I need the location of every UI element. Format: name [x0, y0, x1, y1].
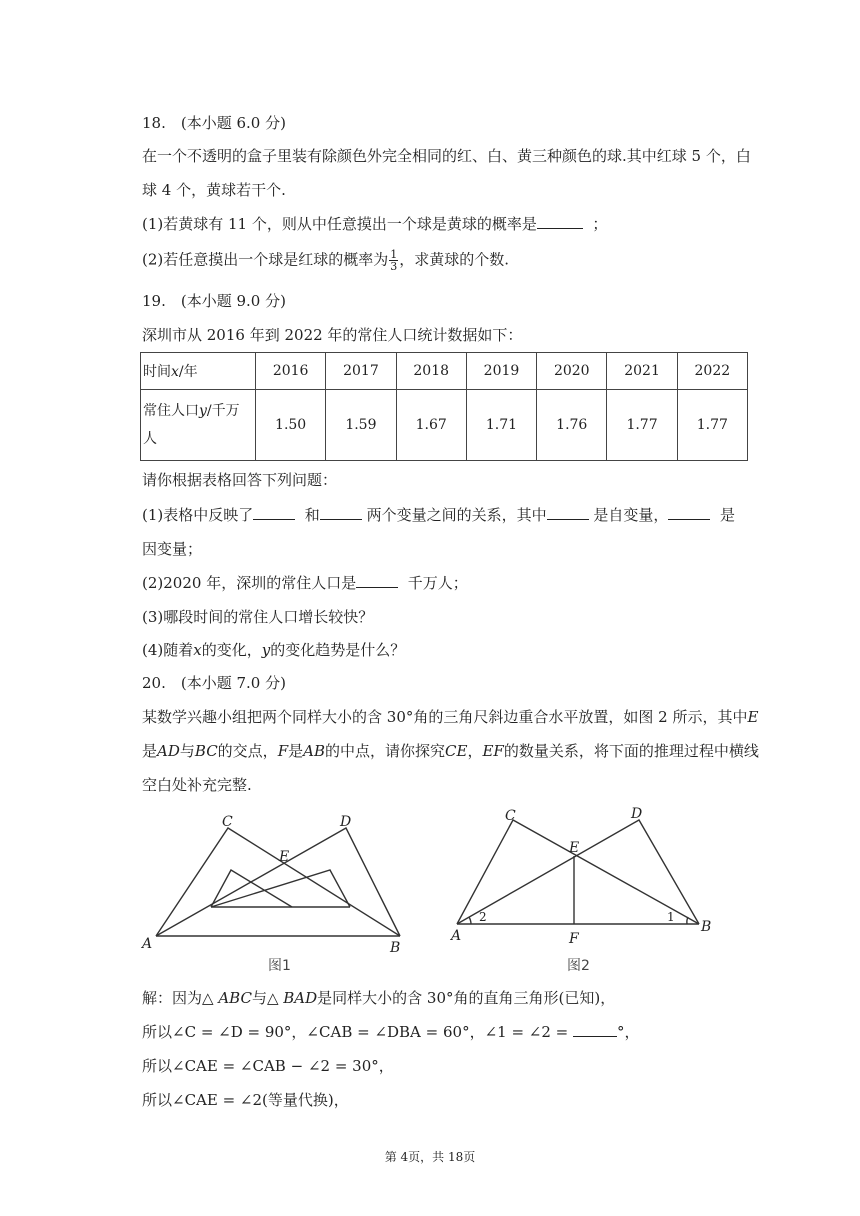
fig2-angle-1-arc	[687, 917, 688, 924]
fig2-label-a: A	[451, 928, 462, 944]
population-table	[140, 352, 748, 461]
q19-heading: 19. (本小题 9.0 分)	[142, 292, 286, 310]
fig2-triangle-bad	[457, 820, 699, 924]
q20-stem-line3: 空白处补充完整.	[142, 776, 252, 794]
fraction-denominator: 3	[390, 260, 398, 273]
fig2-label-c: C	[505, 808, 516, 824]
table-cell-year: 2018	[396, 353, 466, 390]
q20-solution-line1: 解：因为△ ABC与△ BAD是同样大小的含 30°角的直角三角形(已知)，	[142, 989, 616, 1007]
q20-heading: 20. (本小题 7.0 分)	[142, 674, 286, 692]
fig2-angle-2-label: 2	[479, 910, 487, 924]
table-cell-value: 1.71	[466, 390, 536, 461]
q19-part1: (1)表格中反映了 和 两个变量之间的关系，其中 是自变量， 是	[142, 506, 735, 524]
table-header-time: 时间x/年	[141, 353, 256, 390]
q19-part2: (2)2020 年，深圳的常住人口是 千万人；	[142, 574, 468, 592]
fig1-label-e: E	[279, 849, 290, 865]
answer-blank[interactable]	[356, 573, 398, 588]
fig2-caption: 图2	[567, 958, 590, 974]
table-cell-year: 2021	[607, 353, 677, 390]
q20-solution-line3: 所以∠CAE = ∠CAB − ∠2 = 30°，	[142, 1057, 394, 1075]
q19-part3: (3)哪段时间的常住人口增长较快？	[142, 608, 374, 626]
table-cell-value: 1.77	[607, 390, 677, 461]
fig1-inner-triangle-left	[211, 870, 292, 907]
fig1-label-c: C	[222, 814, 233, 830]
q18-heading: 18. (本小题 6.0 分)	[142, 114, 286, 132]
fig1-inner-triangle-right	[211, 870, 350, 907]
table-cell-value: 1.59	[326, 390, 396, 461]
fig1-triangle-abc	[156, 828, 400, 936]
q20-stem-line2: 是AD与BC的交点，F是AB的中点，请你探究CE，EF的数量关系，将下面的推理过程中横线	[142, 742, 759, 760]
fig1-label-d: D	[340, 814, 352, 830]
q18-part2	[142, 249, 509, 272]
fig2-angle-2-arc	[469, 917, 471, 924]
fig1-label-a: A	[142, 936, 153, 952]
fig2-label-d: D	[631, 806, 643, 822]
table-cell-year: 2016	[256, 353, 326, 390]
table-cell-value: 1.67	[396, 390, 466, 461]
q18-part2-end: ，求黄球的个数.	[399, 250, 510, 269]
fig2-label-f: F	[569, 931, 579, 947]
q18-part1-text: (1)若黄球有 11 个，则从中任意摸出一个球是黄球的概率是	[142, 215, 537, 233]
q19-part4: (4)随着x的变化，y的变化趋势是什么？	[142, 641, 406, 659]
table-cell-value: 1.77	[677, 390, 747, 461]
fraction-numerator: 1	[390, 248, 398, 261]
q19-ask: 请你根据表格回答下列问题：	[142, 471, 338, 489]
answer-blank[interactable]	[253, 505, 295, 520]
answer-blank[interactable]	[547, 505, 589, 520]
figure-2	[445, 800, 725, 976]
figure-1	[138, 808, 418, 978]
q18-part2-text: (2)若任意摸出一个球是红球的概率为	[142, 250, 389, 269]
fig1-caption: 图1	[268, 958, 291, 974]
table-cell-value: 1.76	[537, 390, 607, 461]
q18-part1	[142, 214, 607, 234]
q19-stem: 深圳市从 2016 年到 2022 年的常住人口统计数据如下：	[142, 326, 523, 344]
answer-blank[interactable]	[320, 505, 362, 520]
answer-blank[interactable]	[537, 214, 583, 229]
table-cell-year: 2019	[466, 353, 536, 390]
fig2-label-b: B	[701, 919, 712, 935]
table-cell-value: 1.50	[256, 390, 326, 461]
table-cell-year: 2017	[326, 353, 396, 390]
fig2-angle-1-label: 1	[667, 910, 675, 924]
fig1-label-b: B	[390, 940, 401, 956]
q19-part1-cont: 因变量；	[142, 540, 203, 558]
fig2-triangle-abc	[457, 820, 699, 924]
q18-stem-line2: 球 4 个，黄球若干个.	[142, 181, 286, 199]
table-cell-year: 2020	[537, 353, 607, 390]
table-cell-year: 2022	[677, 353, 747, 390]
q18-stem-line1: 在一个不透明的盒子里装有除颜色外完全相同的红、白、黄三种颜色的球.其中红球 5 个，白	[142, 147, 751, 165]
q20-stem-line1: 某数学兴趣小组把两个同样大小的含 30°角的三角尺斜边重合水平放置，如图 2 所示，其中E	[142, 708, 759, 726]
table-header-population: 常住人口y/千万 人	[141, 390, 256, 461]
page-footer: 第 4页，共 18页	[384, 1150, 476, 1164]
q18-part1-end: ；	[592, 215, 608, 233]
q20-solution-line2: 所以∠C = ∠D = 90°，∠CAB = ∠DBA = 60°，∠1 = ∠2 = °，	[142, 1023, 640, 1041]
answer-blank[interactable]	[668, 505, 710, 520]
fig2-label-e: E	[569, 840, 580, 856]
q20-solution-line4: 所以∠CAE = ∠2(等量代换)，	[142, 1091, 349, 1109]
fraction-one-third	[389, 249, 398, 272]
answer-blank[interactable]	[573, 1022, 617, 1037]
